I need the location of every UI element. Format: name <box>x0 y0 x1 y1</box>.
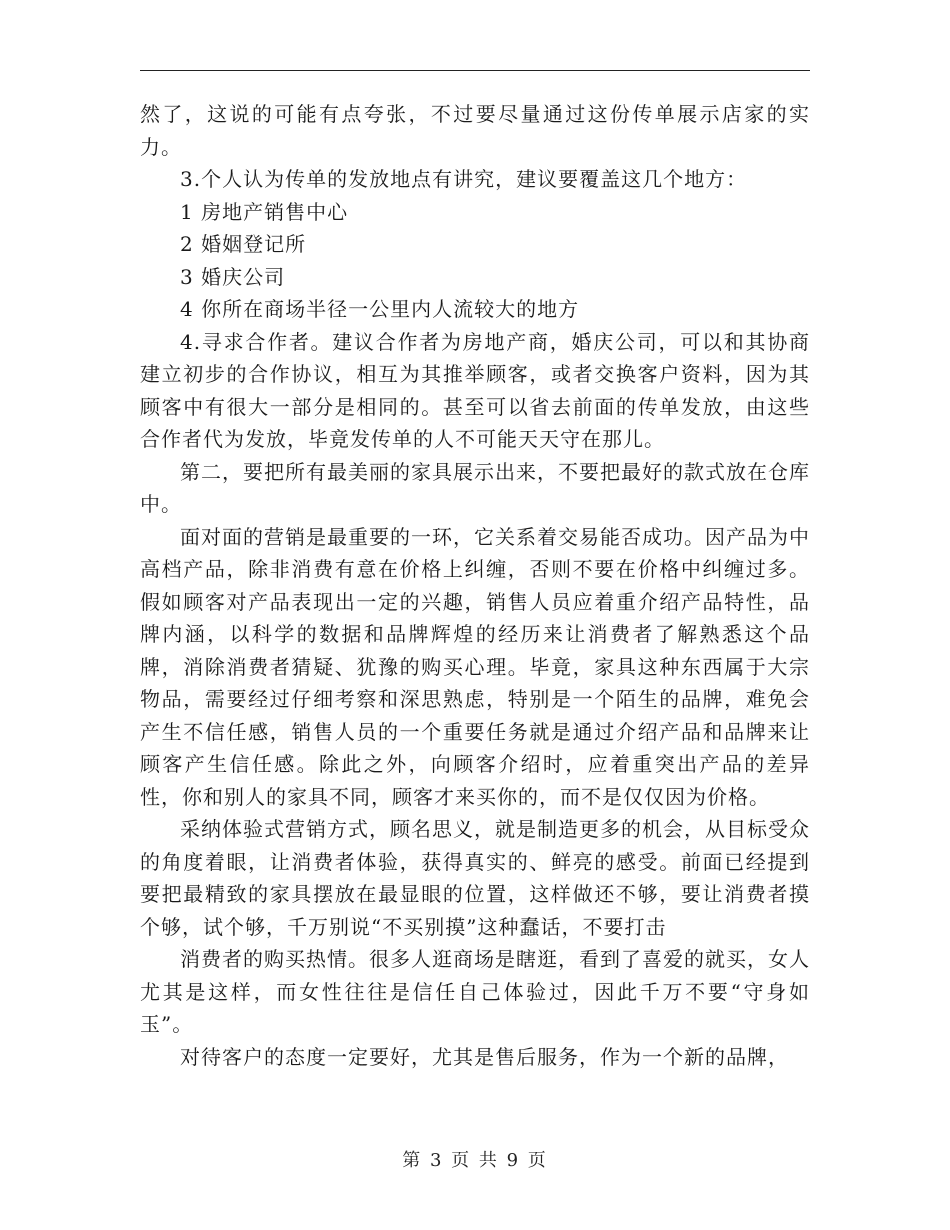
paragraph: 对待客户的态度一定要好，尤其是售后服务，作为一个新的品牌， <box>180 1044 789 1069</box>
page-number-footer: 第 3 页 共 9 页 <box>402 1150 548 1171</box>
paragraph: 4.寻求合作者。建议合作者为房地产商，婚庆公司，可以和其协商建立初步的合作协议，相互为其推举顾客，或者交换客户资料，因为其顾客中有很大一部分是相同的。甚至可以省去前面的传单发放，由这些合作者代为发放，毕竟发传单的人不可能天天守在那儿。 <box>140 329 810 451</box>
document-body <box>140 98 810 1073</box>
paragraph: 消费者的购买热情。很多人逛商场是瞎逛，看到了喜爱的就买，女人尤其是这样，而女性往往是信任自己体验过，因此千万不要“守身如玉”。 <box>140 947 810 1036</box>
paragraph: 采纳体验式营销方式，顾名思义，就是制造更多的机会，从目标受众的角度着眼，让消费者体验，获得真实的、鲜亮的感受。前面已经提到要把最精致的家具摆放在最显眼的位置，这样做还不够，要让消费者摸个够，试个够，千万别说“不买别摸”这种蠢话，不要打击 <box>140 817 810 939</box>
list-item: 4 你所在商场半径一公里内人流较大的地方 <box>180 297 580 321</box>
paragraph: 面对面的营销是最重要的一环，它关系着交易能否成功。因产品为中高档产品，除非消费有意在价格上纠缠，否则不要在价格中纠缠过多。假如顾客对产品表现出一定的兴趣，销售人员应着重介绍产品特性，品牌内涵，以科学的数据和品牌辉煌的经历来让消费者了解熟悉这个品牌，消除消费者猜疑、犹豫的购买心理。毕竟，家具这种东西属于大宗物品，需要经过仔细考察和深思熟虑，特别是一个陌生的品牌，难免会产生不信任感，销售人员的一个重要任务就是通过介绍产品和品牌来让顾客产生信任感。除此之外，向顾客介绍时，应着重突出产品的差异性，你和别人的家具不同，顾客才来买你的，而不是仅仅因为价格。 <box>140 524 810 809</box>
paragraph: 然了，这说的可能有点夸张，不过要尽量通过这份传单展示店家的实力。 <box>140 102 810 159</box>
paragraph: 第二，要把所有最美丽的家具展示出来，不要把最好的款式放在仓库中。 <box>140 459 810 516</box>
list-item: 1 房地产销售中心 <box>180 199 349 224</box>
header-rule <box>140 70 810 71</box>
paragraph: 3.个人认为传单的发放地点有讲究，建议要覆盖这几个地方： <box>180 167 748 191</box>
list-item: 2 婚姻登记所 <box>180 232 307 256</box>
list-item: 3 婚庆公司 <box>180 264 286 289</box>
